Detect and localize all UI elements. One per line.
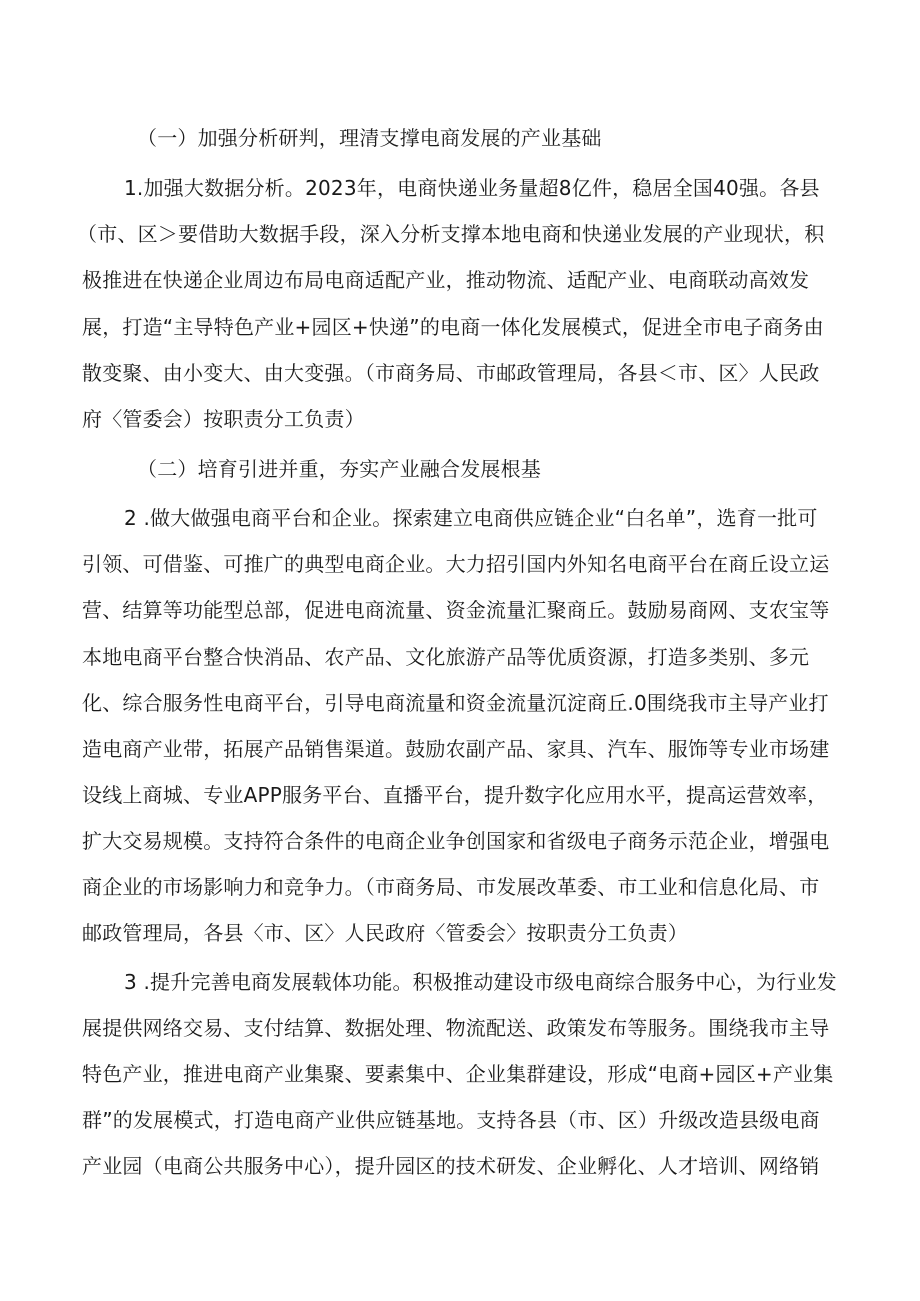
paragraph-2-line [0,590,920,630]
text-line: 化、综合服务性电商平台，引导电商流量和资金流量沉淀商丘.0围绕我市主导产业打 [82,691,829,715]
heading-text: （一）加强分析研判，理清支撑电商发展的产业基础 [137,126,602,150]
paragraph-2-line [0,544,920,584]
paragraph-2-line [0,821,920,861]
text-line: 3 .提升完善电商发展载体功能。积极推动建设市级电商综合服务中心，为行业发 [124,970,837,994]
text-line: 造电商产业带，拓展产品销售渠道。鼓励农副产品、家具、汽车、服饰等专业市场建 [82,737,830,761]
paragraph-2-line [0,913,920,953]
text-line: 特色产业，推进电商产业集聚、要素集中、企业集群建设，形成“电商+园区+产业集 [82,1062,834,1086]
paragraph-1-line [0,168,920,208]
text-line: 展，打造“主导特色产业+园区+快递”的电商一体化发展模式，促进全市电子商务由 [82,315,824,339]
text-line: 设线上商城、专业APP服务平台、直播平台，提升数字化应用水平，提高运营效率， [82,783,828,807]
section-heading-1 [0,118,920,158]
text-line: 散变聚、由小变大、由大变强。（市商务局、市邮政管理局，各县＜市、区〉人民政 [82,361,820,385]
paragraph-1-line [0,353,920,393]
text-line: 极推进在快递企业周边布局电商适配产业，推动物流、适配产业、电商联动高效发 [82,268,810,292]
paragraph-3-line [0,1008,920,1048]
paragraph-2-line [0,637,920,677]
paragraph-3-line [0,1100,920,1140]
text-line: 产业园（电商公共服务中心），提升园区的技术研发、企业孵化、人才培训、网络销 [82,1154,820,1178]
paragraph-1-line [0,307,920,347]
paragraph-2-line [0,729,920,769]
paragraph-1-line [0,214,920,254]
text-line: 1.加强大数据分析。2023年，电商快递业务量超8亿件，稳居全国40强。各县 [124,176,820,200]
paragraph-3-line [0,1054,920,1094]
text-line: 商企业的市场影响力和竞争力。（市商务局、市发展改革委、市工业和信息化局、市 [82,875,820,899]
paragraph-3-line [0,962,920,1002]
text-line: 2 .做大做强电商平台和企业。探索建立电商供应链企业“白名单”，选育一批可 [124,506,818,530]
paragraph-2-line [0,775,920,815]
paragraph-2-line [0,683,920,723]
text-line: 营、结算等功能型总部，促进电商流量、资金流量汇聚商丘。鼓励易商网、支农宝等 [82,598,830,622]
paragraph-2-line [0,867,920,907]
section-heading-2 [0,449,920,489]
text-line: 扩大交易规模。支持符合条件的电商企业争创国家和省级电子商务示范企业，增强电 [82,829,830,853]
text-line: （市、区＞要借助大数据手段，深入分析支撑本地电商和快递业发展的产业现状，积 [77,222,825,246]
text-line: 府〈管委会）按职责分工负责） [82,407,365,431]
text-line: 本地电商平台整合快消品、农产品、文化旅游产品等优质资源，打造多类别、多元 [82,645,810,669]
text-line: 引领、可借鉴、可推广的典型电商企业。大力招引国内外知名电商平台在商丘设立运 [82,552,830,576]
text-line: 群”的发展模式，打造电商产业供应链基地。支持各县（市、区）升级改造县级电商 [82,1108,820,1132]
paragraph-1-line [0,260,920,300]
paragraph-3-line [0,1146,920,1186]
paragraph-1-line [0,399,920,439]
paragraph-2-line [0,498,920,538]
text-line: 展提供网络交易、支付结算、数据处理、物流配送、政策发布等服务。围绕我市主导 [82,1016,830,1040]
text-line: 邮政管理局，各县〈市、区〉人民政府〈管委会〉按职责分工负责） [82,921,688,945]
heading-text: （二）培育引进并重，夯实产业融合发展根基 [137,457,541,481]
